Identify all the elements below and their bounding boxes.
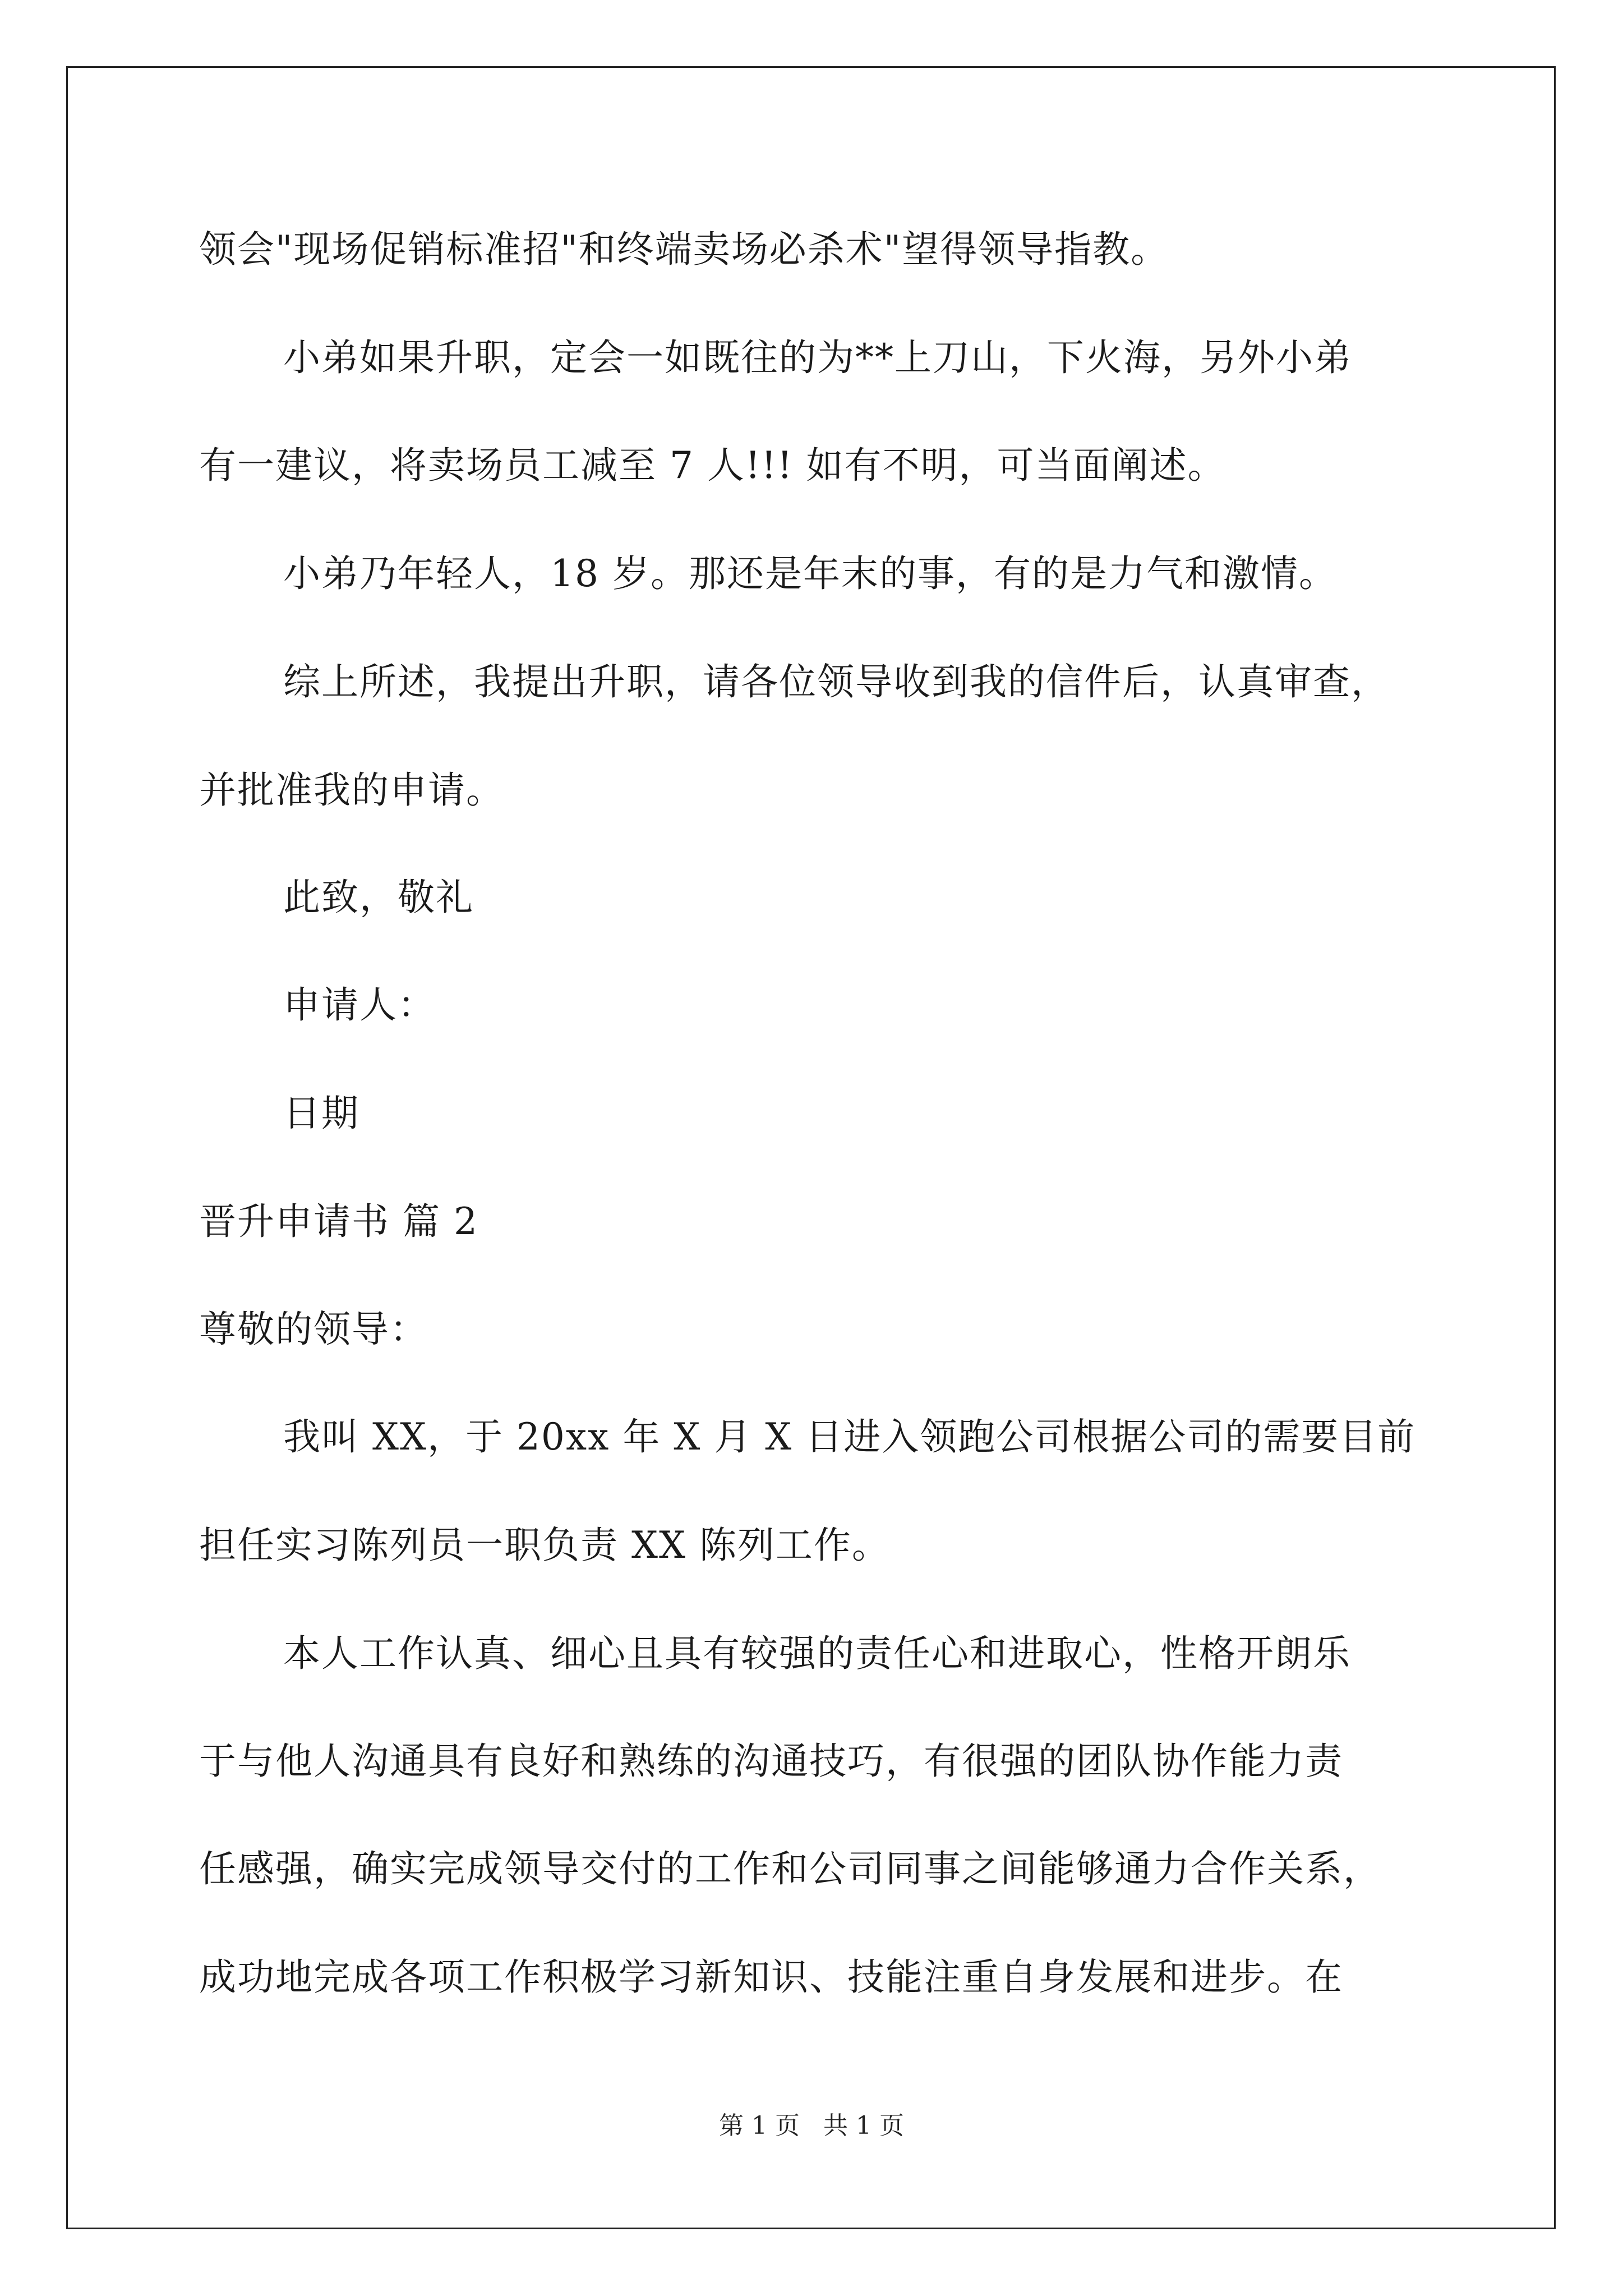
text-line-3: 有一建议，将卖场员工减至 7 人!!! 如有不明，可当面阐述。 (199, 444, 1226, 487)
date-label: 日期 (283, 1092, 359, 1135)
text-line-2: 小弟如果升职，定会一如既往的为**上刀山，下火海，另外小弟 (283, 336, 1352, 379)
applicant-label: 申请人： (283, 983, 436, 1027)
text-line-6: 并批准我的申请。 (199, 769, 504, 812)
text-line-17: 成功地完成各项工作积极学习新知识、技能注重自身发展和进步。在 (199, 1955, 1343, 1999)
text-line-16: 任感强，确实完成领导交付的工作和公司同事之间能够通力合作关系， (199, 1847, 1381, 1890)
text-line-5: 综上所述，我提出升职，请各位领导收到我的信件后，认真审查， (283, 660, 1389, 703)
text-line-15: 于与他人沟通具有良好和熟练的沟通技巧，有很强的团队协作能力责 (199, 1740, 1343, 1783)
closing-salutation: 此致，敬礼 (283, 876, 474, 919)
text-line-4: 小弟乃年轻人，18 岁。那还是年末的事，有的是力气和激情。 (283, 552, 1337, 595)
text-line-12: 我叫 XX，于 20xx 年 X 月 X 日进入领跑公司根据公司的需要目前 (283, 1415, 1416, 1458)
greeting: 尊敬的领导： (199, 1308, 428, 1351)
page-footer: 第 1 页 共 1 页 (719, 2111, 904, 2140)
text-line-13: 担任实习陈列员一职负责 XX 陈列工作。 (199, 1524, 890, 1567)
text-line-14: 本人工作认真、细心且具有较强的责任心和进取心，性格开朗乐 (283, 1632, 1351, 1675)
text-line-1: 领会"现场促销标准招"和终端卖场必杀术"望得领导指教。 (199, 228, 1169, 271)
section-title: 晋升申请书 篇 2 (199, 1200, 478, 1243)
page-border (66, 66, 1556, 2229)
